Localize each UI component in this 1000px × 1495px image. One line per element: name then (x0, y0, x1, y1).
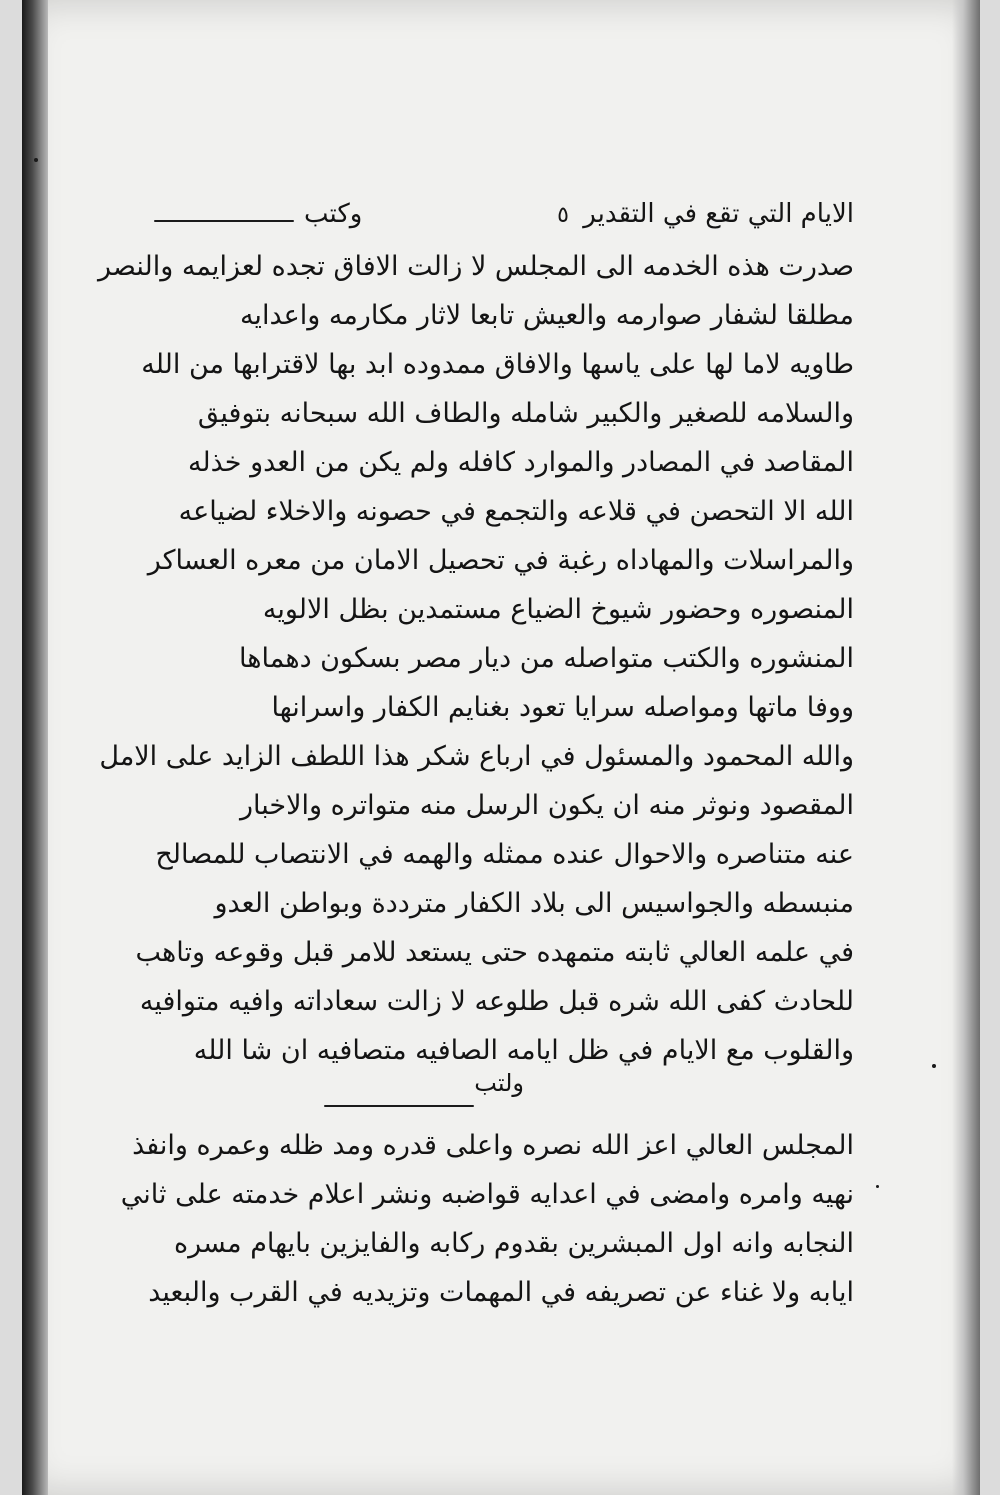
section-word: ولتب (474, 1069, 524, 1097)
ink-dot (932, 1064, 936, 1068)
heading-number: ٥ (557, 203, 569, 228)
heading-title: الايام التي تقع في التقدير (583, 199, 854, 229)
text-line: والله المحمود والمسئول في ارباع شكر هذا اللطف الزايد على الامل (99, 741, 854, 772)
text-line: المقاصد في المصادر والموارد كافله ولم يكن من العدو خذله (187, 447, 854, 478)
heading-underline (154, 220, 294, 222)
ink-dot (34, 158, 38, 162)
text-line: المجلس العالي اعز الله نصره واعلى قدره ومد ظله وعمره وانفذ (132, 1130, 854, 1161)
text-line: الله الا التحصن في قلاعه والتجمع في حصونه والاخلاء لضياعه (178, 496, 854, 527)
text-line: ووفا ماتها ومواصله سرايا تعود بغنايم الكفار واسرانها (271, 692, 854, 723)
heading (557, 190, 854, 240)
text-line: المنصوره وحضور شيوخ الضياع مستمدين بظل الالويه (262, 594, 854, 625)
letter-two-body (94, 1121, 854, 1317)
text-line: مطلقا لشفار صوارمه والعيش تابعا لاثار مكارمه واعدايه (239, 300, 854, 331)
text-line: والقلوب مع الايام في ظل ايامه الصافيه متصافيه ان شا الله (193, 1035, 854, 1066)
text-line: عنه متناصره والاحوال عنده ممثله والهمه في الانتصاب للمصالح (155, 839, 854, 870)
manuscript-page (22, 0, 980, 1495)
text-line: ايابه ولا غناء عن تصريفه في المهمات وتزيديه في القرب والبعيد (148, 1277, 854, 1308)
binding-spine (22, 0, 48, 1495)
ink-dot (876, 1185, 879, 1188)
page-edge-shadow (952, 0, 980, 1495)
text-line: في علمه العالي ثابته متمهده حتى يستعد للامر قبل وقوعه وتاهب (135, 937, 854, 968)
text-line: المقصود ونوثر منه ان يكون الرسل منه متواتره والاخبار (239, 790, 854, 821)
section-divider (324, 1105, 474, 1107)
text-line: صدرت هذه الخدمه الى المجلس لا زالت الافاق تجده لعزايمه والنصر (98, 251, 854, 282)
heading-row (94, 190, 854, 242)
manuscript-text-block (94, 190, 854, 1317)
text-line: والسلامه للصغير والكبير شامله والطاف الله سبحانه بتوفيق (197, 398, 854, 429)
heading-right-word: وكتب (304, 199, 363, 229)
text-line: نهيه وامره وامضى في اعدايه قواضبه ونشر اعلام خدمته على ثاني (120, 1179, 854, 1210)
letter-one-body (94, 242, 854, 1075)
text-line: والمراسلات والمهاداه رغبة في تحصيل الامان من معره العساكر (147, 545, 854, 576)
text-line: طاويه لاما لها على ياسها والافاق ممدوده ابد بها لاقترابها من الله (141, 349, 854, 380)
section-break (94, 1069, 854, 1121)
text-line: للحادث كفى الله شره قبل طلوعه لا زالت سعاداته وافيه متوافيه (139, 986, 854, 1017)
text-line: المنشوره والكتب متواصله من ديار مصر بسكون دهماها (239, 643, 854, 674)
text-line: منبسطه والجواسيس الى بلاد الكفار مترددة وبواطن العدو (214, 888, 854, 919)
text-line: النجابه وانه اول المبشرين بقدوم ركابه والفايزين بايهام مسره (174, 1228, 854, 1259)
